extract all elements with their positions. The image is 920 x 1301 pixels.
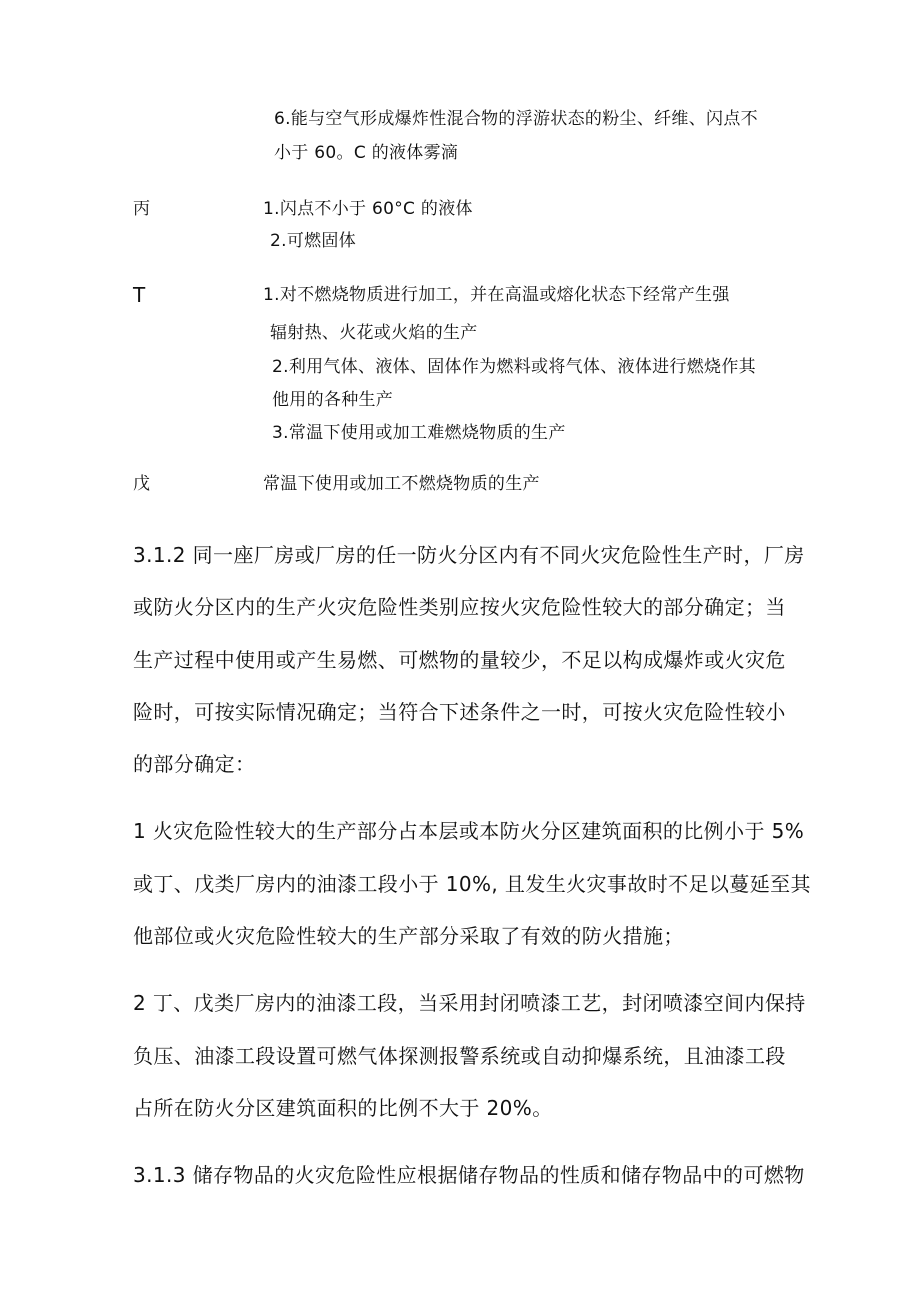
category-wu: 戊 [133,474,151,494]
condition-1-line-3: 他部位或火灾危险性较大的生产部分采取了有效的防火措施； [133,924,684,948]
bing-item-2: 2.可燃固体 [270,231,357,251]
ding-item-3: 3.常温下使用或加工难燃烧物质的生产 [272,423,566,443]
ding-item-2-line-2: 他用的各种生产 [272,390,394,410]
ding-item-2-line-1: 2.利用气体、液体、固体作为燃料或将气体、液体进行燃烧作其 [272,357,756,377]
clause-3-1-2-line-2: 或防火分区内的生产火灾危险性类别应按火灾危险性较大的部分确定；当 [133,595,786,619]
jia-item-6-line-1: 6.能与空气形成爆炸性混合物的浮游状态的粉尘、纤维、闪点不 [274,109,758,129]
category-ding: T [133,283,146,307]
category-bing: 丙 [133,199,151,219]
clause-3-1-2-line-4: 险时，可按实际情况确定；当符合下述条件之一时，可按火灾危险性较小 [133,700,786,724]
jia-item-6-line-2: 小于 60。C 的液体雾滴 [274,143,459,163]
clause-3-1-2-line-1: 3.1.2 同一座厂房或厂房的任一防火分区内有不同火灾危险性生产时，厂房 [133,543,805,567]
wu-item-1: 常温下使用或加工不燃烧物质的生产 [263,474,540,494]
condition-1-line-2: 或丁、戊类厂房内的油漆工段小于 10%, 且发生火灾事故时不足以蔓延至其 [133,872,811,896]
condition-2-line-3: 占所在防火分区建筑面积的比例不大于 20%。 [133,1096,553,1120]
clause-3-1-3-line-1: 3.1.3 储存物品的火灾危险性应根据储存物品的性质和储存物品中的可燃物 [133,1163,805,1187]
ding-item-1-line-1: 1.对不燃烧物质进行加工，并在高温或熔化状态下经常产生强 [263,285,730,305]
condition-2-line-1: 2 丁、戊类厂房内的油漆工段，当采用封闭喷漆工艺，封闭喷漆空间内保持 [133,991,806,1015]
condition-2-line-2: 负压、油漆工段设置可燃气体探测报警系统或自动抑爆系统，且油漆工段 [133,1044,786,1068]
clause-3-1-2-line-5: 的部分确定： [133,752,256,776]
bing-item-1: 1.闪点不小于 60°C 的液体 [263,199,473,219]
clause-3-1-2-line-3: 生产过程中使用或产生易燃、可燃物的量较少，不足以构成爆炸或火灾危 [133,648,786,672]
condition-1-line-1: 1 火灾危险性较大的生产部分占本层或本防火分区建筑面积的比例小于 5% [133,819,805,843]
ding-item-1-line-2: 辐射热、火花或火焰的生产 [270,323,478,343]
